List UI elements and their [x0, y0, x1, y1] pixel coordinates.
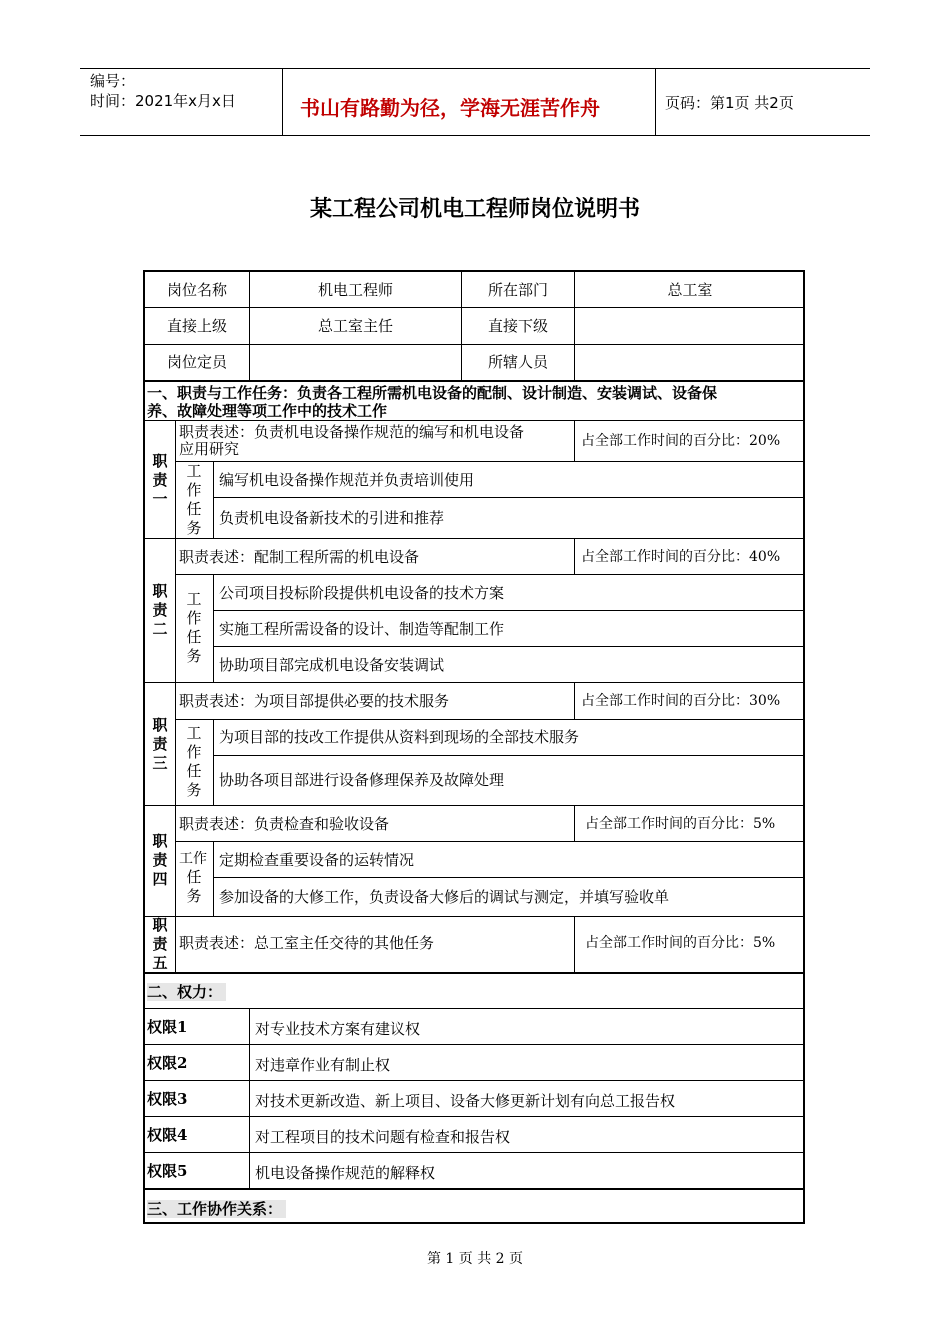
duty1-task1: 编写机电设备操作规范并负责培训使用 — [219, 471, 475, 489]
section2-heading: 二、权力： — [147, 983, 226, 1001]
quota-label: 岗位定员 — [166, 353, 227, 371]
section3-heading: 三、工作协作关系： — [147, 1200, 286, 1218]
duty3-label: 职责三 — [152, 716, 168, 772]
section1-summary-line1: 负责各工程所需机电设备的配制、设计制造、安装调试、设备保 — [297, 384, 718, 402]
page-title: 某工程公司机电工程师岗位说明书 — [309, 197, 640, 222]
duty4-task-label-a: 工作 — [179, 851, 207, 867]
duty4-percent: 占全部工作时间的百分比：5% — [585, 816, 776, 832]
header-top-rule — [80, 68, 870, 69]
post-name-value: 机电工程师 — [317, 281, 393, 299]
duty5-desc: 职责表述：总工室主任交待的其他任务 — [179, 934, 435, 952]
duty2-task3: 协助项目部完成机电设备安装调试 — [219, 656, 445, 674]
staff-label: 所辖人员 — [487, 353, 548, 371]
duty3-percent: 占全部工作时间的百分比：30% — [581, 693, 781, 709]
right4-label: 权限4 — [147, 1126, 188, 1144]
duty3-task2: 协助各项目部进行设备修理保养及故障处理 — [219, 771, 505, 789]
right2-label: 权限2 — [147, 1054, 188, 1072]
duty2-desc: 职责表述：配制工程所需的机电设备 — [179, 548, 420, 566]
page-footer: 第 1 页 共 2 页 — [426, 1251, 524, 1267]
superior-label: 直接上级 — [166, 317, 227, 335]
duty1-label: 职责一 — [152, 452, 168, 508]
right3-label: 权限3 — [147, 1090, 188, 1108]
right4-text: 对工程项目的技术问题有检查和报告权 — [255, 1128, 511, 1146]
duty4-task-label-b: 任务 — [186, 868, 202, 905]
duty1-percent: 占全部工作时间的百分比：20% — [581, 433, 781, 449]
duty1-task-label: 工作任务 — [186, 462, 202, 537]
duty5-percent: 占全部工作时间的百分比：5% — [585, 935, 776, 951]
section1-heading — [147, 384, 717, 402]
job-description-table — [143, 270, 805, 1224]
duty1-desc-line2: 应用研究 — [179, 440, 240, 458]
duty2-task-label: 工作任务 — [186, 590, 202, 665]
dept-value: 总工室 — [667, 281, 713, 299]
right1-label: 权限1 — [147, 1018, 188, 1036]
duty2-percent: 占全部工作时间的百分比：40% — [581, 549, 781, 565]
right5-text: 机电设备操作规范的解释权 — [255, 1164, 436, 1182]
doc-number-label: 编号： — [90, 72, 136, 90]
duty4-task1: 定期检查重要设备的运转情况 — [219, 851, 415, 869]
duty1-desc-line1: 职责表述：负责机电设备操作规范的编写和机电设备 — [179, 423, 525, 441]
duty1-task2: 负责机电设备新技术的引进和推荐 — [219, 509, 445, 527]
header-bottom-rule — [80, 135, 870, 136]
header-divider — [282, 68, 283, 135]
doc-date-label: 时间：2021年x月x日 — [90, 92, 236, 110]
post-name-label: 岗位名称 — [166, 281, 227, 299]
subordinate-label: 直接下级 — [487, 317, 548, 335]
duty3-desc: 职责表述：为项目部提供必要的技术服务 — [179, 692, 450, 710]
duty2-task1: 公司项目投标阶段提供机电设备的技术方案 — [219, 584, 505, 602]
duty2-task2: 实施工程所需设备的设计、制造等配制工作 — [219, 620, 505, 638]
section1-title: 一、职责与工作任务： — [147, 384, 298, 402]
dept-label: 所在部门 — [487, 281, 548, 299]
right3-text: 对技术更新改造、新上项目、设备大修更新计划有向总工报告权 — [255, 1092, 676, 1110]
right1-text: 对专业技术方案有建议权 — [255, 1020, 421, 1038]
duty4-desc: 职责表述：负责检查和验收设备 — [179, 815, 390, 833]
right5-label: 权限5 — [147, 1162, 188, 1180]
header-motto: 书山有路勤为径，学海无涯苦作舟 — [300, 96, 600, 120]
section1-summary-line2: 养、故障处理等项工作中的技术工作 — [147, 402, 388, 420]
duty5-label: 职责五 — [152, 916, 168, 972]
right2-text: 对违章作业有制止权 — [255, 1056, 391, 1074]
superior-value: 总工室主任 — [317, 317, 393, 335]
duty4-task2: 参加设备的大修工作，负责设备大修后的调试与测定，并填写验收单 — [219, 888, 670, 906]
duty3-task-label: 工作任务 — [186, 724, 202, 799]
header-page-label: 页码：第1页 共2页 — [665, 94, 794, 112]
header-divider — [655, 68, 656, 135]
duty3-task1: 为项目部的技改工作提供从资料到现场的全部技术服务 — [219, 728, 580, 746]
duty4-label: 职责四 — [152, 832, 168, 888]
duty2-label: 职责二 — [152, 582, 168, 638]
